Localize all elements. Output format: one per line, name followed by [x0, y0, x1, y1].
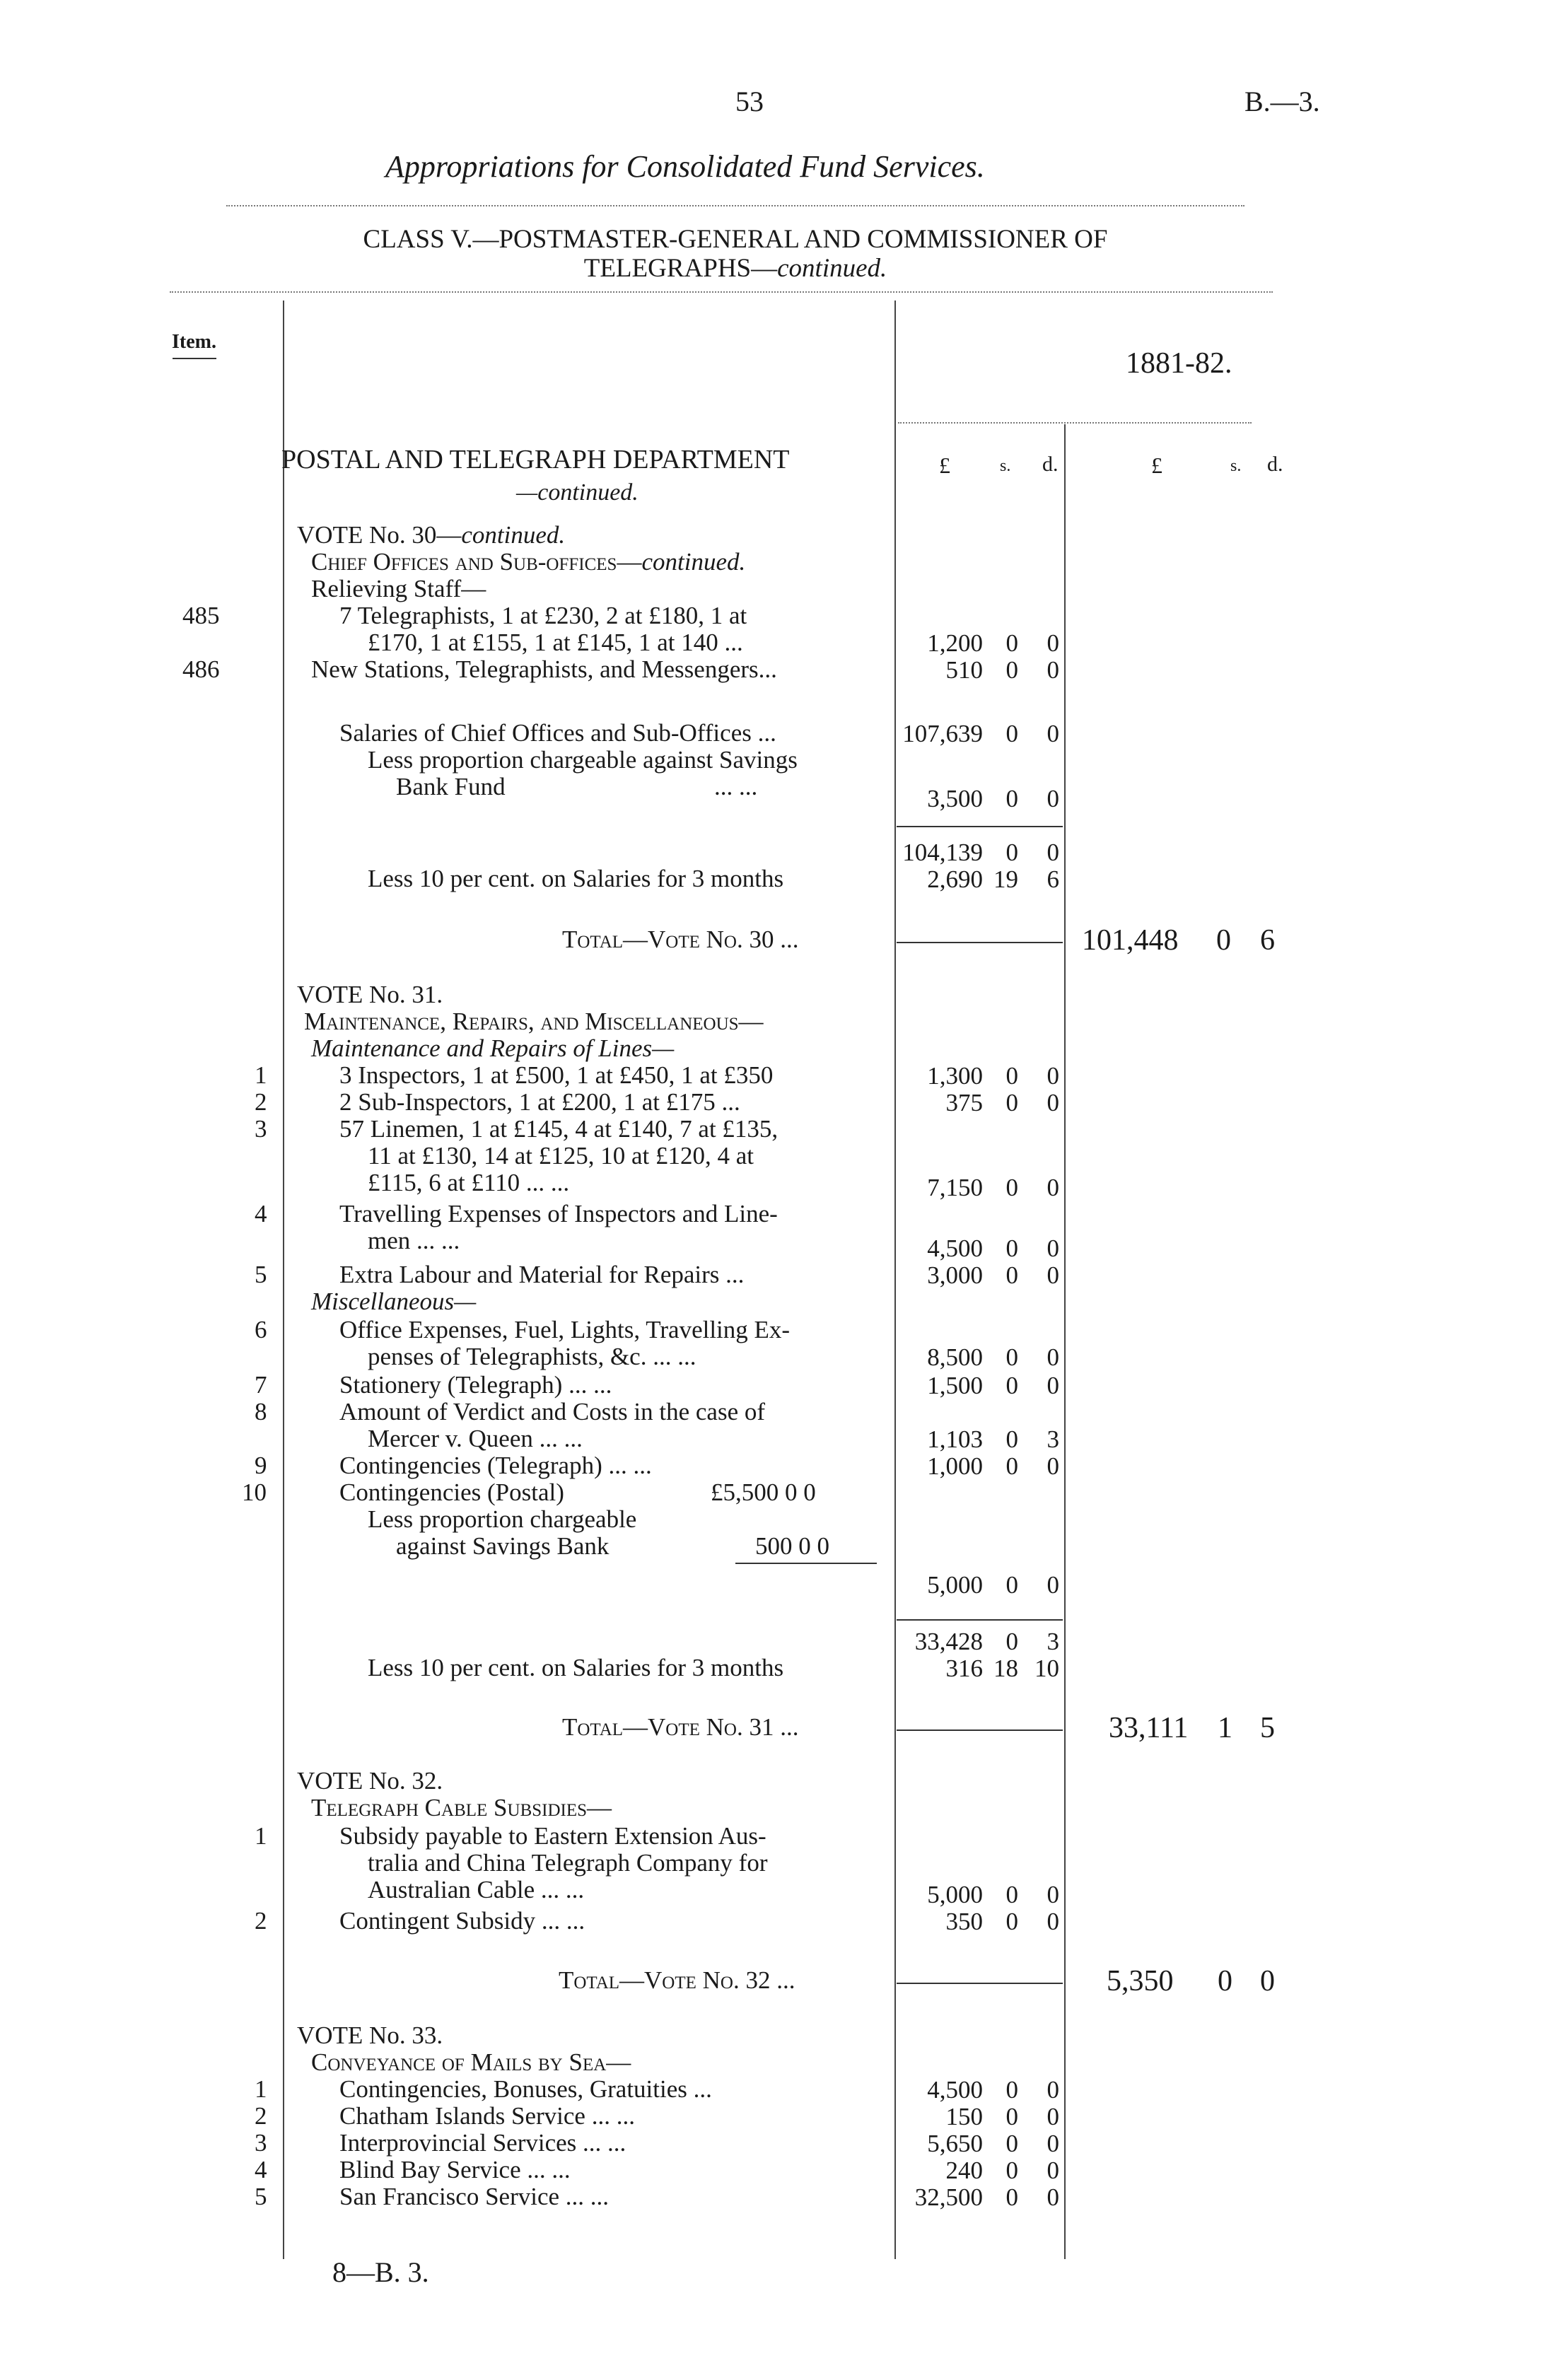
amount-shillings: 0 [1005, 656, 1018, 684]
postal-less-label: Less proportion chargeable [368, 1505, 637, 1533]
amount-pence: 0 [1046, 2076, 1059, 2104]
vote32-title: VOTE No. 32. [297, 1767, 443, 1795]
vote31-subheading: Maintenance and Repairs of Lines— [311, 1034, 675, 1062]
vote32-section: Telegraph Cable Subsidies— [311, 1794, 612, 1821]
amount-pence: 0 [1046, 1235, 1059, 1262]
item-number: 10 [242, 1478, 267, 1506]
amount-pounds: 1,500 [927, 1372, 983, 1399]
amount-pounds: 1,103 [927, 1425, 983, 1453]
item-description: Extra Labour and Material for Repairs ... [339, 1261, 745, 1288]
item-number: 4 [255, 1200, 267, 1227]
amount-shillings: 0 [1005, 2076, 1018, 2104]
item-number: 4 [255, 2156, 267, 2183]
vote32-total-pence: 0 [1260, 1965, 1275, 1997]
item-number: 5 [255, 2183, 267, 2210]
item-number: 3 [255, 2129, 267, 2157]
item-description: Amount of Verdict and Costs in the case of [339, 1398, 766, 1425]
vote31-title: VOTE No. 31. [297, 981, 443, 1008]
amount-pounds: 510 [945, 656, 983, 684]
amount-pence: 0 [1046, 1174, 1059, 1201]
less-proportion-label-cont: Bank Fund [396, 773, 506, 800]
item-number: 7 [255, 1371, 267, 1399]
amount-shillings: 0 [1005, 839, 1018, 866]
total-pence-column-header: d. [1267, 453, 1283, 476]
inner-rule [735, 1563, 877, 1564]
department-title: POSTAL AND TELEGRAPH DEPARTMENT [281, 445, 790, 474]
amount-pence: 3 [1046, 1628, 1059, 1655]
item-description: Contingencies (Telegraph) ... ... [339, 1452, 652, 1479]
amount-pence: 0 [1046, 1452, 1059, 1480]
item-description-cont: £115, 6 at £110 ... ... [368, 1169, 570, 1196]
amount-pounds: 33,428 [914, 1628, 983, 1655]
class-heading-continued: continued. [777, 254, 887, 283]
item-description: 2 Sub-Inspectors, 1 at £200, 1 at £175 ... [339, 1088, 740, 1116]
amount-shillings: 0 [1005, 1343, 1018, 1371]
vote31-total-pounds: 33,111 [1109, 1712, 1189, 1744]
amount-pounds: 1,000 [927, 1452, 983, 1480]
leader-dots: ... ... [714, 773, 758, 800]
vote30-title: VOTE No. 30—continued. [297, 521, 566, 549]
total-shilling-column-header: s. [1230, 457, 1242, 475]
class-rule [170, 291, 1273, 293]
amount-shillings: 0 [1005, 1089, 1018, 1116]
amount-shillings: 0 [1005, 2103, 1018, 2130]
amount-shillings: 0 [1005, 1261, 1018, 1289]
item-description: Travelling Expenses of Inspectors and Line- [339, 1200, 778, 1227]
item-description: Subsidy payable to Eastern Extension Aus- [339, 1822, 766, 1850]
amount-shillings: 0 [1005, 720, 1018, 747]
item-column-rule [283, 301, 284, 2259]
less-proportion-label: Less proportion chargeable against Savings [368, 746, 798, 774]
item-number: 2 [255, 1907, 267, 1935]
vote33-section: Conveyance of Mails by Sea— [311, 2048, 631, 2076]
vote32-total-shillings: 0 [1218, 1965, 1232, 1997]
item-description-cont: 11 at £130, 14 at £125, 10 at £120, 4 at [368, 1142, 754, 1169]
amount-shillings: 0 [1005, 2157, 1018, 2184]
amount-pounds: 4,500 [927, 1235, 983, 1262]
amount-shillings: 0 [1005, 1372, 1018, 1399]
amount-pence: 0 [1046, 839, 1059, 866]
item-number: 9 [255, 1452, 267, 1479]
item-number: 6 [255, 1316, 267, 1343]
item-description: New Stations, Telegraphists, and Messengers... [311, 655, 777, 683]
item-description: San Francisco Service ... ... [339, 2183, 610, 2210]
amount-pounds: 150 [945, 2103, 983, 2130]
total-pound-column-header: £ [1151, 453, 1162, 478]
item-description: Blind Bay Service ... ... [339, 2156, 571, 2183]
amount-shillings: 0 [1005, 785, 1018, 812]
item-number: 1 [255, 1822, 267, 1850]
shilling-column-header: s. [1000, 457, 1011, 475]
amount-shillings: 0 [1005, 1908, 1018, 1935]
item-description: 7 Telegraphists, 1 at £230, 2 at £180, 1 at [339, 602, 747, 629]
amount-pence: 0 [1046, 1343, 1059, 1371]
vote30-section: Chief Offices and Sub-offices—continued. [311, 548, 746, 576]
amount-pounds: 3,500 [927, 785, 983, 812]
item-description: Interprovincial Services ... ... [339, 2129, 626, 2157]
signature-mark: 8—B. 3. [332, 2256, 429, 2288]
vote32-total-pounds: 5,350 [1107, 1965, 1174, 1997]
amount-pence: 6 [1046, 865, 1059, 893]
year-header: 1881-82. [1126, 347, 1232, 380]
description-column-rule [894, 301, 896, 2259]
department-continued: —continued. [516, 479, 639, 506]
amount-pounds: 5,650 [927, 2130, 983, 2157]
amount-pounds: 32,500 [914, 2183, 983, 2211]
amount-pounds: 316 [945, 1655, 983, 1682]
vote31-total-pence: 5 [1260, 1712, 1275, 1744]
amount-shillings: 0 [1005, 1425, 1018, 1453]
item-description-cont: £170, 1 at £155, 1 at £145, 1 at 140 ... [368, 629, 743, 656]
item-number: 2 [255, 2102, 267, 2130]
amount-pence: 0 [1046, 1571, 1059, 1599]
amount-pounds: 1,200 [927, 629, 983, 657]
amount-pounds: 240 [945, 2157, 983, 2184]
amount-pounds: 104,139 [902, 839, 983, 866]
item-description-cont: Mercer v. Queen ... ... [368, 1425, 583, 1452]
amount-pence: 0 [1046, 1261, 1059, 1289]
vote30-total-pence: 6 [1260, 924, 1275, 957]
document-reference: B.—3. [1244, 86, 1320, 117]
vote30-total-pounds: 101,448 [1082, 924, 1179, 957]
amount-column-rule [1064, 424, 1066, 2259]
amount-pounds: 1,300 [927, 1062, 983, 1090]
item-description: 57 Linemen, 1 at £145, 4 at £140, 7 at £135, [339, 1115, 779, 1143]
amount-pence: 0 [1046, 785, 1059, 812]
amount-pence: 0 [1046, 2130, 1059, 2157]
year-header-rule [898, 422, 1252, 424]
class-heading [240, 225, 1230, 283]
amount-pence: 0 [1046, 1908, 1059, 1935]
vote30-total-label: Total—Vote No. 30 ... [562, 926, 799, 953]
ten-percent-label: Less 10 per cent. on Salaries for 3 months [368, 865, 784, 892]
amount-pence: 0 [1046, 2157, 1059, 2184]
item-number: 2 [255, 1088, 267, 1116]
title-rule [226, 205, 1244, 206]
amount-shillings: 0 [1005, 2130, 1018, 2157]
total-rule [897, 1983, 1063, 1984]
amount-pence: 0 [1046, 1372, 1059, 1399]
amount-shillings: 0 [1005, 1452, 1018, 1480]
amount-pence: 3 [1046, 1425, 1059, 1453]
inner-amount: £5,500 0 0 [711, 1478, 816, 1506]
salaries-label: Salaries of Chief Offices and Sub-Offices ... [339, 719, 776, 747]
amount-pounds: 2,690 [927, 865, 983, 893]
amount-shillings: 0 [1005, 1174, 1018, 1201]
item-header-underline [173, 358, 216, 359]
item-description-cont: penses of Telegraphists, &c. ... ... [368, 1343, 696, 1370]
amount-pounds: 350 [945, 1908, 983, 1935]
amount-pounds: 5,000 [927, 1571, 983, 1599]
vote32-total-label: Total—Vote No. 32 ... [559, 1966, 795, 1994]
amount-shillings: 0 [1005, 1062, 1018, 1090]
item-description-cont: tralia and China Telegraph Company for [368, 1849, 768, 1877]
pound-column-header: £ [939, 453, 950, 478]
item-description: Stationery (Telegraph) ... ... [339, 1371, 612, 1399]
item-description: Office Expenses, Fuel, Lights, Travelling Ex- [339, 1316, 791, 1343]
amount-shillings: 18 [993, 1655, 1018, 1682]
amount-shillings: 19 [993, 865, 1018, 893]
vote31-total-shillings: 1 [1218, 1712, 1232, 1744]
item-description: Contingent Subsidy ... ... [339, 1907, 585, 1935]
amount-pence: 0 [1046, 656, 1059, 684]
subtotal-rule [897, 1619, 1063, 1621]
amount-pence: 0 [1046, 1881, 1059, 1908]
amount-pounds: 7,150 [927, 1174, 983, 1201]
amount-pence: 0 [1046, 2103, 1059, 2130]
item-description: 3 Inspectors, 1 at £500, 1 at £450, 1 at £350 [339, 1061, 774, 1089]
amount-pounds: 107,639 [902, 720, 983, 747]
vote31-subheading: Miscellaneous— [311, 1288, 477, 1315]
item-description-cont: men ... ... [368, 1227, 460, 1254]
item-description: Contingencies, Bonuses, Gratuities ... [339, 2075, 712, 2103]
amount-pence: 0 [1046, 2183, 1059, 2211]
ten-percent-label: Less 10 per cent. on Salaries for 3 months [368, 1654, 784, 1681]
amount-pence: 0 [1046, 1089, 1059, 1116]
amount-pence: 0 [1046, 1062, 1059, 1090]
amount-shillings: 0 [1005, 1571, 1018, 1599]
amount-pounds: 8,500 [927, 1343, 983, 1371]
amount-shillings: 0 [1005, 1235, 1018, 1262]
class-heading-line1: CLASS V.—POSTMASTER-GENERAL AND COMMISSIONER OF [363, 225, 1108, 254]
item-number: 3 [255, 1115, 267, 1143]
amount-pence: 10 [1034, 1655, 1059, 1682]
amount-pounds: 5,000 [927, 1881, 983, 1908]
page-number: 53 [735, 86, 764, 117]
class-heading-line2: TELEGRAPHS— [583, 254, 778, 283]
item-description-cont: Australian Cable ... ... [368, 1876, 585, 1903]
amount-pounds: 4,500 [927, 2076, 983, 2104]
pence-column-header: d. [1042, 453, 1059, 476]
vote33-title: VOTE No. 33. [297, 2022, 443, 2049]
amount-pounds: 375 [945, 1089, 983, 1116]
postal-less-label-cont: against Savings Bank [396, 1532, 610, 1560]
amount-pounds: 3,000 [927, 1261, 983, 1289]
amount-shillings: 0 [1005, 1881, 1018, 1908]
amount-pence: 0 [1046, 720, 1059, 747]
item-column-header: Item. [172, 331, 216, 353]
total-rule [897, 942, 1063, 943]
amount-shillings: 0 [1005, 629, 1018, 657]
inner-amount: 500 0 0 [755, 1532, 829, 1560]
page-title: Appropriations for Consolidated Fund Services. [385, 149, 985, 184]
item-number: 8 [255, 1398, 267, 1425]
subtotal-rule [897, 826, 1063, 827]
vote31-total-label: Total—Vote No. 31 ... [562, 1713, 799, 1741]
vote30-subheading: Relieving Staff— [311, 575, 486, 602]
amount-pence: 0 [1046, 629, 1059, 657]
item-description: Chatham Islands Service ... ... [339, 2102, 635, 2130]
item-number: 1 [255, 1061, 267, 1089]
vote31-section: Maintenance, Repairs, and Miscellaneous— [304, 1008, 764, 1035]
amount-shillings: 0 [1005, 2183, 1018, 2211]
amount-shillings: 0 [1005, 1628, 1018, 1655]
item-number: 1 [255, 2075, 267, 2103]
vote30-total-shillings: 0 [1216, 924, 1231, 957]
item-description: Contingencies (Postal) [339, 1478, 564, 1506]
item-number: 5 [255, 1261, 267, 1288]
total-rule [897, 1729, 1063, 1731]
item-number: 486 [182, 655, 220, 683]
item-number: 485 [182, 602, 220, 629]
